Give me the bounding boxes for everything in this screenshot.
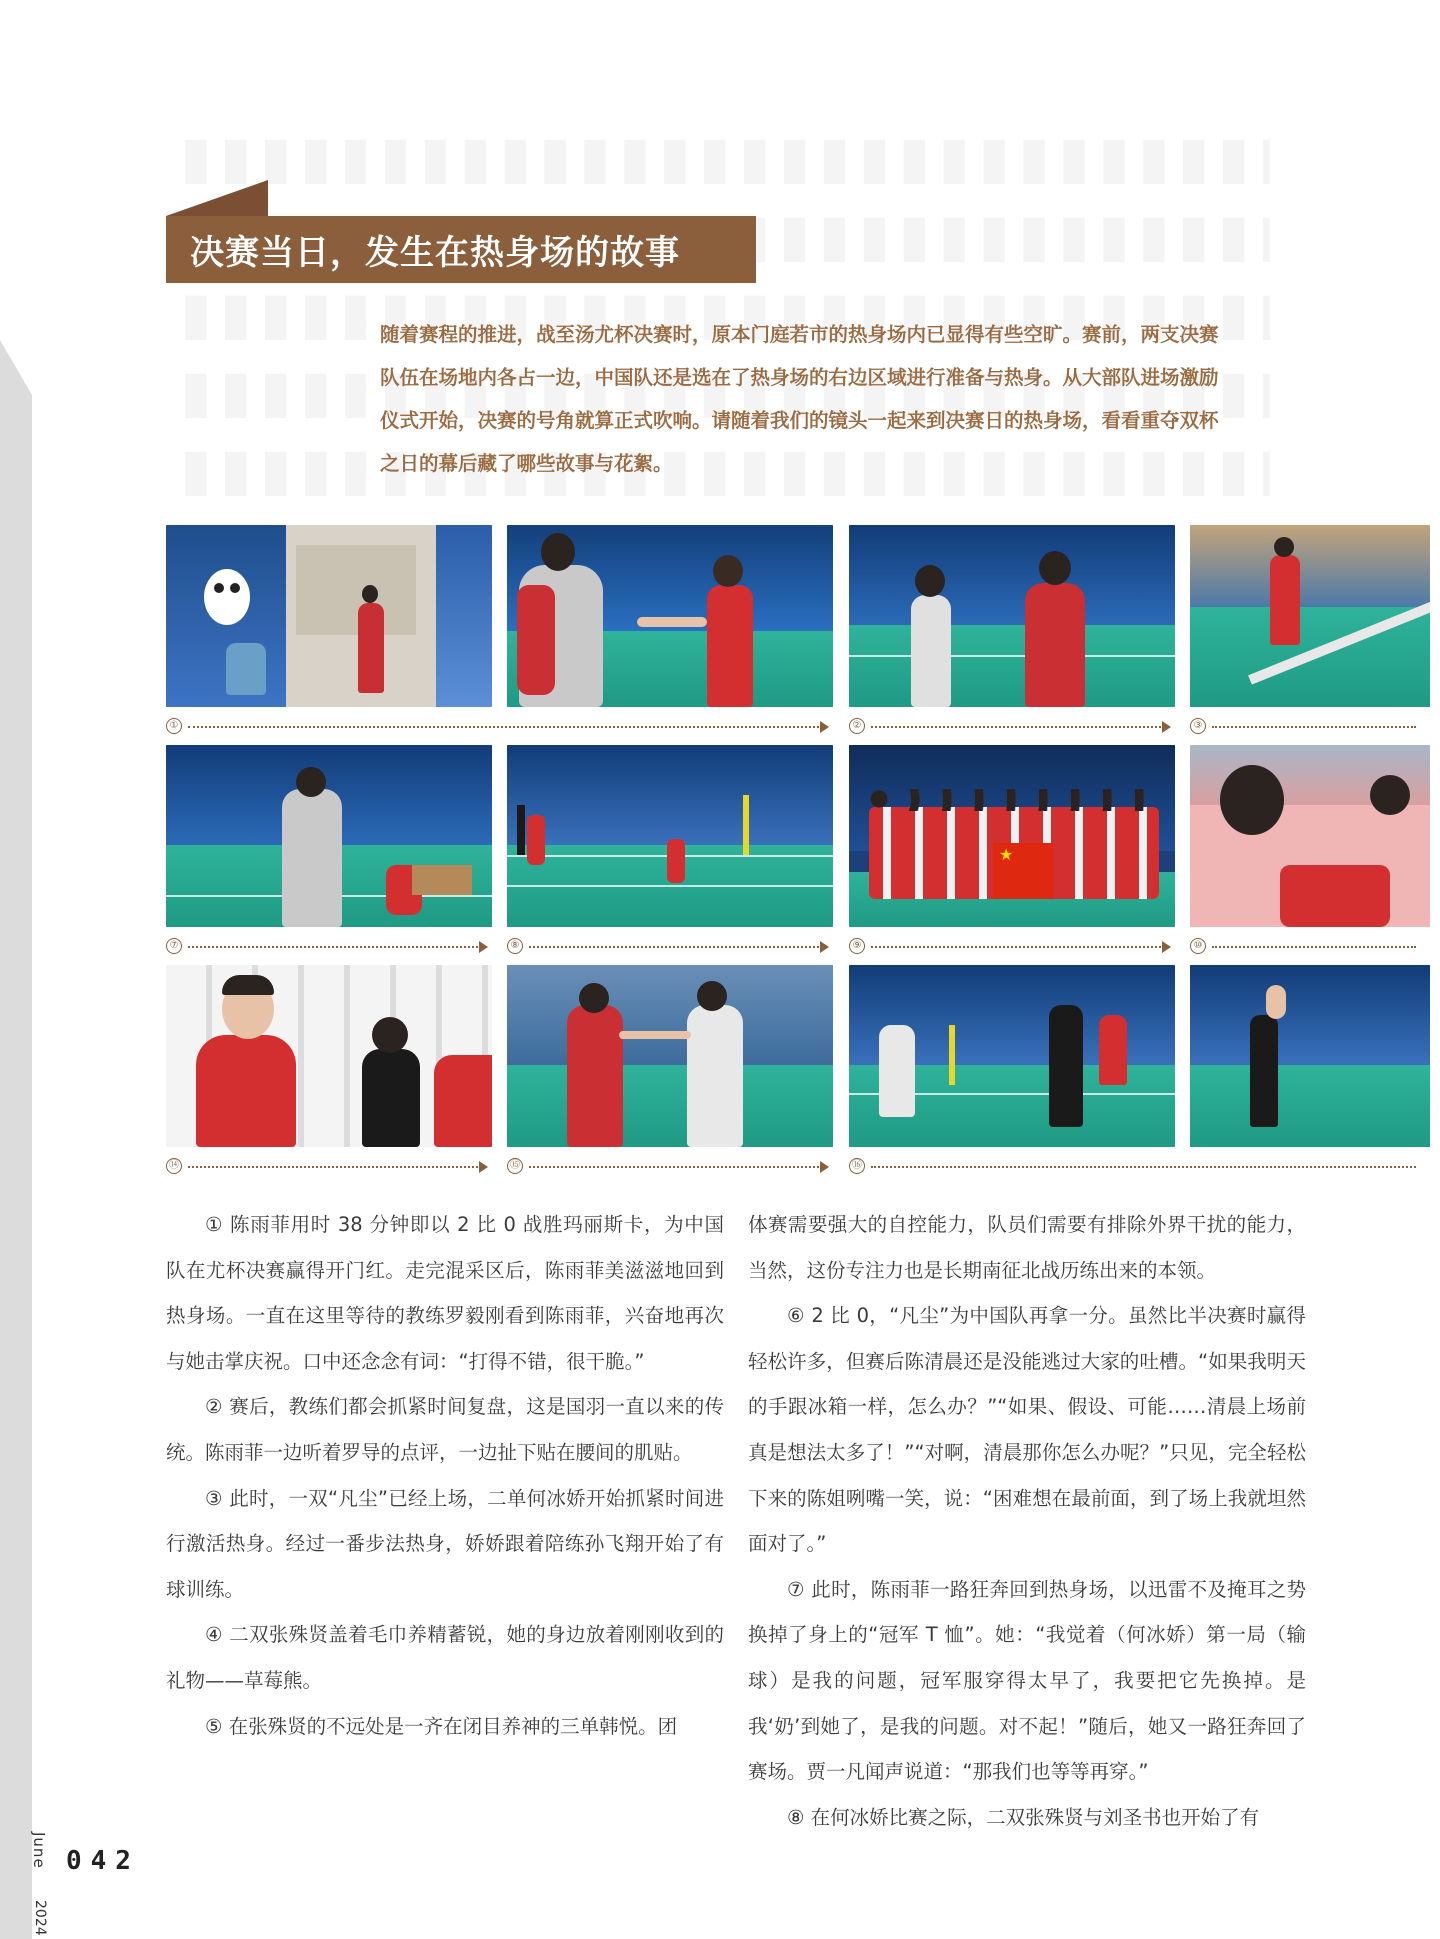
caption-row-3a bbox=[166, 1160, 492, 1176]
section-title-banner bbox=[166, 180, 756, 283]
caption-number: ⑭ bbox=[166, 1158, 182, 1174]
caption-arrow-icon bbox=[479, 1161, 488, 1173]
caption-number: ③ bbox=[1190, 718, 1206, 734]
story-paragraph-7: ⑦ 此时，陈雨菲一路狂奔回到热身场，以迅雷不及掩耳之势换掉了身上的“冠军 T 恤”。她：“我觉着（何冰娇）第一局（输球）是我的问题，冠军服穿得太早了，我要把它先换掉。是我‘奶’到她了，是我的问题。对不起！”随后，她又一路狂奔回了赛场。贾一凡闻声说道：“那我们也等等再穿。” bbox=[748, 1577, 1306, 1784]
caption-arrow-icon bbox=[479, 941, 488, 953]
caption-dotted-line bbox=[529, 946, 819, 948]
photo-7-stretching bbox=[166, 745, 492, 927]
caption-dotted-line bbox=[529, 1166, 819, 1168]
page-number: 042 bbox=[66, 1846, 140, 1876]
caption-number: ⑦ bbox=[166, 938, 182, 954]
caption-number: ⑨ bbox=[849, 938, 865, 954]
story-paragraph-2: ② 赛后，教练们都会抓紧时间复盘，这是国羽一直以来的传统。陈雨菲一边听着罗导的点评，一边扯下贴在腰间的肌贴。 bbox=[166, 1395, 724, 1464]
caption-dotted-line bbox=[871, 946, 1161, 948]
footer-year: 2024 bbox=[32, 1900, 48, 1936]
caption-row-3c bbox=[849, 1160, 1430, 1176]
title-flag-decoration bbox=[166, 180, 268, 216]
caption-row-2a bbox=[166, 940, 492, 956]
photo-15-handshake bbox=[507, 965, 833, 1147]
photo-2-high-five bbox=[507, 525, 833, 707]
photo-14-coaches bbox=[166, 965, 492, 1147]
story-paragraph-6: ⑥ 2 比 0，“凡尘”为中国队再拿一分。虽然比半决赛时赢得轻松许多，但赛后陈清晨还是没能逃过大家的吐槽。“如果我明天的手跟冰箱一样，怎么办？”“如果、假设、可能……清晨上场前真是想法太多了！”“对啊，清晨那你怎么办呢？”只见，完全轻松下来的陈姐咧嘴一笑，说：“困难想在最前面，到了场上我就坦然面对了。” bbox=[748, 1304, 1306, 1556]
caption-arrow-icon bbox=[1162, 721, 1171, 733]
story-paragraph-8: ⑧ 在何冰娇比赛之际，二双张殊贤与刘圣书也开始了有 bbox=[787, 1805, 1260, 1829]
photo-16-training bbox=[849, 965, 1175, 1147]
caption-row-2b bbox=[507, 940, 833, 956]
side-margin-tab bbox=[0, 340, 32, 1939]
body-column-right bbox=[748, 1202, 1306, 1840]
photo-8-court-practice bbox=[507, 745, 833, 927]
caption-arrow-icon bbox=[820, 941, 829, 953]
photo-3-coach-talk bbox=[849, 525, 1175, 707]
caption-number: ⑧ bbox=[507, 938, 523, 954]
photo-1-venue-entrance bbox=[166, 525, 492, 707]
photo-9-team-flag: ★ bbox=[849, 745, 1175, 927]
caption-arrow-icon bbox=[820, 1161, 829, 1173]
caption-row-2d bbox=[1190, 940, 1430, 956]
caption-number: ② bbox=[849, 718, 865, 734]
caption-dotted-line bbox=[1212, 726, 1416, 728]
caption-dotted-line bbox=[1212, 946, 1416, 948]
caption-dotted-line bbox=[188, 726, 819, 728]
section-title: 决赛当日，发生在热身场的故事 bbox=[190, 233, 680, 273]
caption-arrow-icon bbox=[1162, 941, 1171, 953]
caption-dotted-line bbox=[871, 1166, 1416, 1168]
caption-row-3b bbox=[507, 1160, 833, 1176]
caption-dotted-line bbox=[188, 1166, 478, 1168]
caption-number: ⑩ bbox=[1190, 938, 1206, 954]
caption-arrow-icon bbox=[820, 721, 829, 733]
story-paragraph-5-cont: 体赛需要强大的自控能力，队员们需要有排除外界干扰的能力，当然，这份专注力也是长期南征北战历练出来的本领。 bbox=[748, 1213, 1306, 1282]
photo-4-net-warmup bbox=[1190, 525, 1430, 707]
caption-number: ⑯ bbox=[849, 1158, 865, 1174]
caption-number: ① bbox=[166, 718, 182, 734]
body-column-left bbox=[166, 1202, 724, 1749]
intro-paragraph: 随着赛程的推进，战至汤尤杯决赛时，原本门庭若市的热身场内已显得有些空旷。赛前，两支决赛队伍在场地内各占一边，中国队还是选在了热身场的右边区域进行准备与热身。从大部队进场激励仪式开始，决赛的号角就算正式吹响。请随着我们的镜头一起来到决赛日的热身场，看看重夺双杯之日的幕后藏了哪些故事与花絮。 bbox=[380, 323, 1219, 475]
story-paragraph-1: ① 陈雨菲用时 38 分钟即以 2 比 0 战胜玛丽斯卡，为中国队在尤杯决赛赢得开门红。走完混采区后，陈雨菲美滋滋地回到热身场。一直在这里等待的教练罗毅刚看到陈雨菲，兴奋地再次与她击掌庆祝。口中还念念有词：“打得不错，很干脆。” bbox=[166, 1213, 724, 1373]
photo-17-hitting bbox=[1190, 965, 1430, 1147]
caption-row-1a bbox=[166, 720, 833, 736]
photo-10-shirt-change bbox=[1190, 745, 1430, 927]
caption-dotted-line bbox=[871, 726, 1161, 728]
story-paragraph-5: ⑤ 在张殊贤的不远处是一齐在闭目养神的三单韩悦。团 bbox=[205, 1714, 678, 1738]
caption-row-2c bbox=[849, 940, 1175, 956]
story-paragraph-3: ③ 此时，一双“凡尘”已经上场，二单何冰娇开始抓紧时间进行激活热身。经过一番步法热身，娇娇跟着陪练孙飞翔开始了有球训练。 bbox=[166, 1486, 724, 1601]
caption-row-1b bbox=[849, 720, 1175, 736]
footer-month: June bbox=[30, 1832, 48, 1869]
story-paragraph-4: ④ 二双张殊贤盖着毛巾养精蓄锐，她的身边放着刚刚收到的礼物——草莓熊。 bbox=[166, 1623, 724, 1692]
title-box bbox=[166, 216, 756, 283]
caption-row-1c bbox=[1190, 720, 1430, 736]
caption-dotted-line bbox=[188, 946, 478, 948]
caption-number: ⑮ bbox=[507, 1158, 523, 1174]
